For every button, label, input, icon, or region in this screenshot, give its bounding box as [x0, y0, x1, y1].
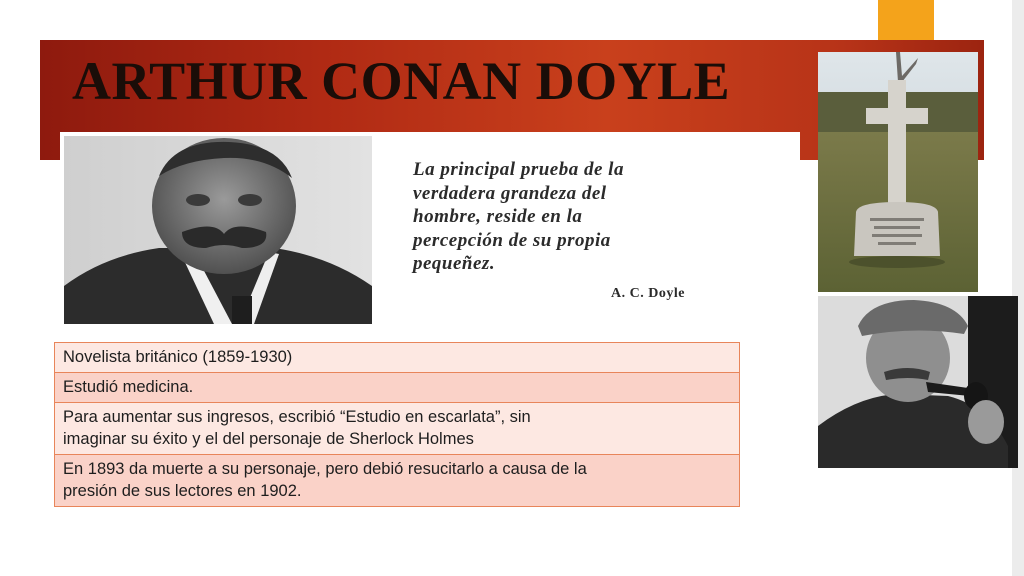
table-cell-text: En 1893 da muerte a su personaje, pero debió resucitarlo a causa de la [63, 460, 587, 478]
grave-photo [818, 52, 978, 292]
table-cell-text: Novelista británico (1859-1930) [63, 348, 293, 366]
quote-text [413, 158, 773, 276]
pipe-portrait-photo [818, 296, 1018, 468]
table-cell-text: Estudió medicina. [63, 378, 194, 396]
table-row [55, 343, 739, 373]
table-row [55, 373, 739, 403]
quote-line: percepción de su propia [413, 229, 611, 251]
portrait-photo [64, 136, 372, 324]
quote-line: La principal prueba de la [413, 159, 624, 180]
table-row [55, 403, 739, 455]
table-cell-text: imaginar su éxito y el del personaje de Sherlock Holmes [63, 430, 474, 448]
slide-edge [1012, 0, 1024, 576]
quote-line: hombre, reside en la [413, 206, 583, 227]
table-row [55, 455, 739, 506]
table-cell-text: Para aumentar sus ingresos, escribió “Estudio en escarlata”, sin [63, 408, 531, 426]
table-cell-text: presión de sus lectores en 1902. [63, 482, 302, 500]
slide-title: ARTHUR CONAN DOYLE [72, 51, 731, 111]
quote-line: verdadera grandeza del [413, 182, 607, 204]
quote-line: pequeñez. [413, 253, 496, 274]
info-table [54, 342, 740, 507]
quote-author: A. C. Doyle [611, 286, 685, 301]
